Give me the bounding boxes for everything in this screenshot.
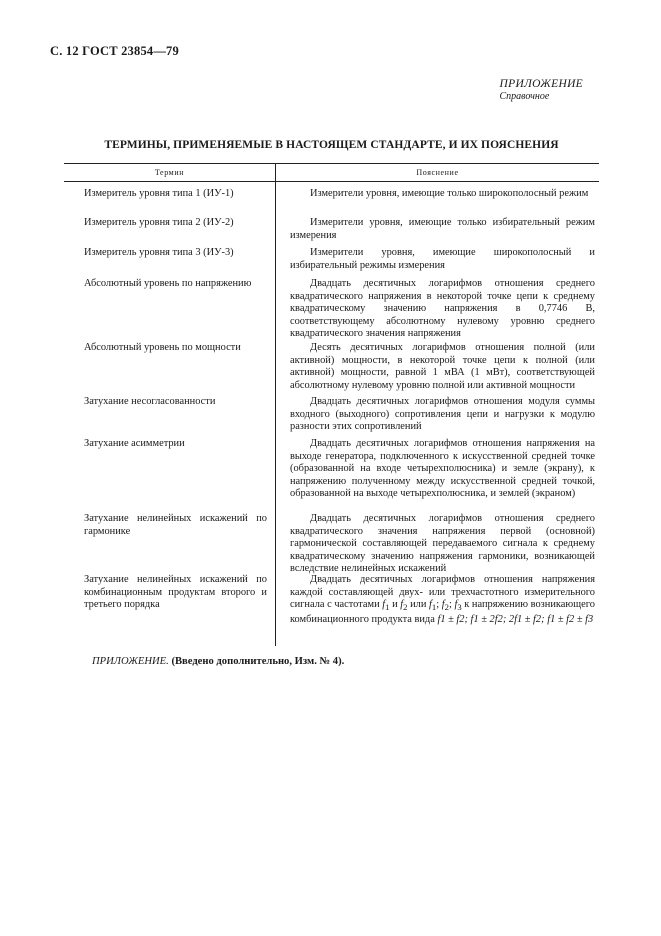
explanation-cell: Двадцать десятичных логарифмов отношения напряжения на выходе генератора, подключенного к искусственной средней точке (образованной на входе четырехполюсника) и земле (экрану), к напряжению полученному между искусственной средней точкой, образованной на выходе четырехполюсника, и землей (экраном) bbox=[290, 438, 595, 500]
frequency-index: 1 bbox=[431, 602, 437, 613]
table-row bbox=[64, 568, 599, 646]
frequency-index: 2 bbox=[444, 602, 449, 613]
term-cell: Затухание асимметрии bbox=[64, 432, 276, 507]
term-cell: Измеритель уровня типа 1 (ИУ-1) bbox=[64, 182, 276, 211]
frequency-index: 2 bbox=[403, 602, 408, 613]
terms-table bbox=[64, 163, 599, 646]
term-cell: Абсолютный уровень по мощности bbox=[64, 336, 276, 390]
frequency-index: 1 bbox=[385, 602, 390, 613]
term-cell: Затухание несогласованности bbox=[64, 390, 276, 432]
explanation-text: ; bbox=[436, 599, 442, 611]
table-row bbox=[64, 432, 599, 507]
footnote bbox=[92, 656, 344, 667]
table-row bbox=[64, 336, 599, 390]
term-cell: Затухание нелинейных искажений по комбинационным продуктам второго и третьего порядка bbox=[64, 568, 276, 646]
explanation-cell: Двадцать десятичных логарифмов отношения среднего квадратического напряжения в некоторой точке цепи к среднему квадратическому значению напряжения в 0,7746 В, соответствующему абсолютному нулевому уровню среднего квадратического значения напряжения bbox=[290, 278, 595, 340]
explanation-cell: Десять десятичных логарифмов отношения полной (или активной) мощности, в некоторой точке цепи к полной (или активной) мощности, равной 1 мВА (1 мВт), соответствующей абсолютному нулевому уровню полной или активной мощности bbox=[290, 342, 595, 391]
explanation-text: Двадцать десятичных логарифмов отношения напряжения каждой составляющей двух- или трехчастотного измерительного сигнала с частотами bbox=[290, 574, 595, 611]
term-cell: Измеритель уровня типа 2 (ИУ-2) bbox=[64, 211, 276, 241]
table-body bbox=[64, 182, 599, 646]
frequency-symbol: f bbox=[382, 599, 386, 611]
frequency-symbol: f bbox=[441, 599, 445, 611]
explanation-cell: Измерители уровня, имеющие только широкополосный режим bbox=[310, 188, 589, 199]
frequency-symbol: f bbox=[400, 599, 404, 611]
explanation-text: к напряжению возникающего комбинационного продукта вида bbox=[290, 599, 595, 625]
explanation-text: или bbox=[407, 599, 430, 611]
explanation-cell bbox=[276, 568, 599, 646]
frequency-symbol: f bbox=[429, 599, 432, 611]
document-title: ТЕРМИНЫ, ПРИМЕНЯЕМЫЕ В НАСТОЯЩЕМ СТАНДАРТЕ, И ИХ ПОЯСНЕНИЯ bbox=[104, 139, 559, 151]
table-row bbox=[64, 390, 599, 432]
table-row bbox=[64, 507, 599, 575]
appendix-subtitle: Справочное bbox=[499, 91, 550, 102]
term-cell: Измеритель уровня типа 3 (ИУ-3) bbox=[64, 241, 276, 272]
table-row bbox=[64, 272, 599, 340]
header-term: Термин bbox=[64, 164, 276, 181]
header-explanation: Пояснение bbox=[416, 168, 459, 177]
appendix-block bbox=[500, 78, 583, 102]
frequency-index: 3 bbox=[457, 602, 462, 613]
explanation-cell: Двадцать десятичных логарифмов отношения модуля суммы входного (выходного) сопротивления цепи и нагрузки к модулю разности этих сопротивлений bbox=[290, 396, 595, 433]
explanation-cell: Измерители уровня, имеющие широкополосный и избирательный режимы измерения bbox=[290, 247, 595, 271]
explanation-text: ; bbox=[448, 599, 455, 611]
table-row bbox=[64, 182, 599, 211]
page-header: С. 12 ГОСТ 23854—79 bbox=[50, 44, 179, 58]
frequency-symbol: f bbox=[454, 599, 458, 611]
table-row bbox=[64, 211, 599, 241]
explanation-cell: Двадцать десятичных логарифмов отношения среднего квадратического значения напряжения первой (основной) гармонической составляющей передаваемого сигнала к среднему квадратическому значению напряжения гармоники, возникающей вследствие нелинейных искажений bbox=[290, 513, 595, 575]
appendix-title: ПРИЛОЖЕНИЕ bbox=[499, 78, 583, 90]
footnote-amendment: (Введено дополнительно, Изм. № 4). bbox=[168, 656, 345, 667]
explanation-text: и bbox=[389, 599, 401, 611]
table-row bbox=[64, 241, 599, 272]
term-cell: Затухание нелинейных искажений по гармонике bbox=[64, 507, 276, 568]
term-cell: Абсолютный уровень по напряжению bbox=[64, 272, 276, 336]
footnote-appendix-label: ПРИЛОЖЕНИЕ. bbox=[92, 656, 169, 667]
table-header bbox=[64, 163, 599, 182]
explanation-cell: Измерители уровня, имеющие только избирательный режим измерения bbox=[290, 217, 595, 241]
combination-formula: f1 ± f2; f1 ± 2f2; 2f1 ± f2; f1 ± f2 ± f3 bbox=[437, 613, 594, 625]
